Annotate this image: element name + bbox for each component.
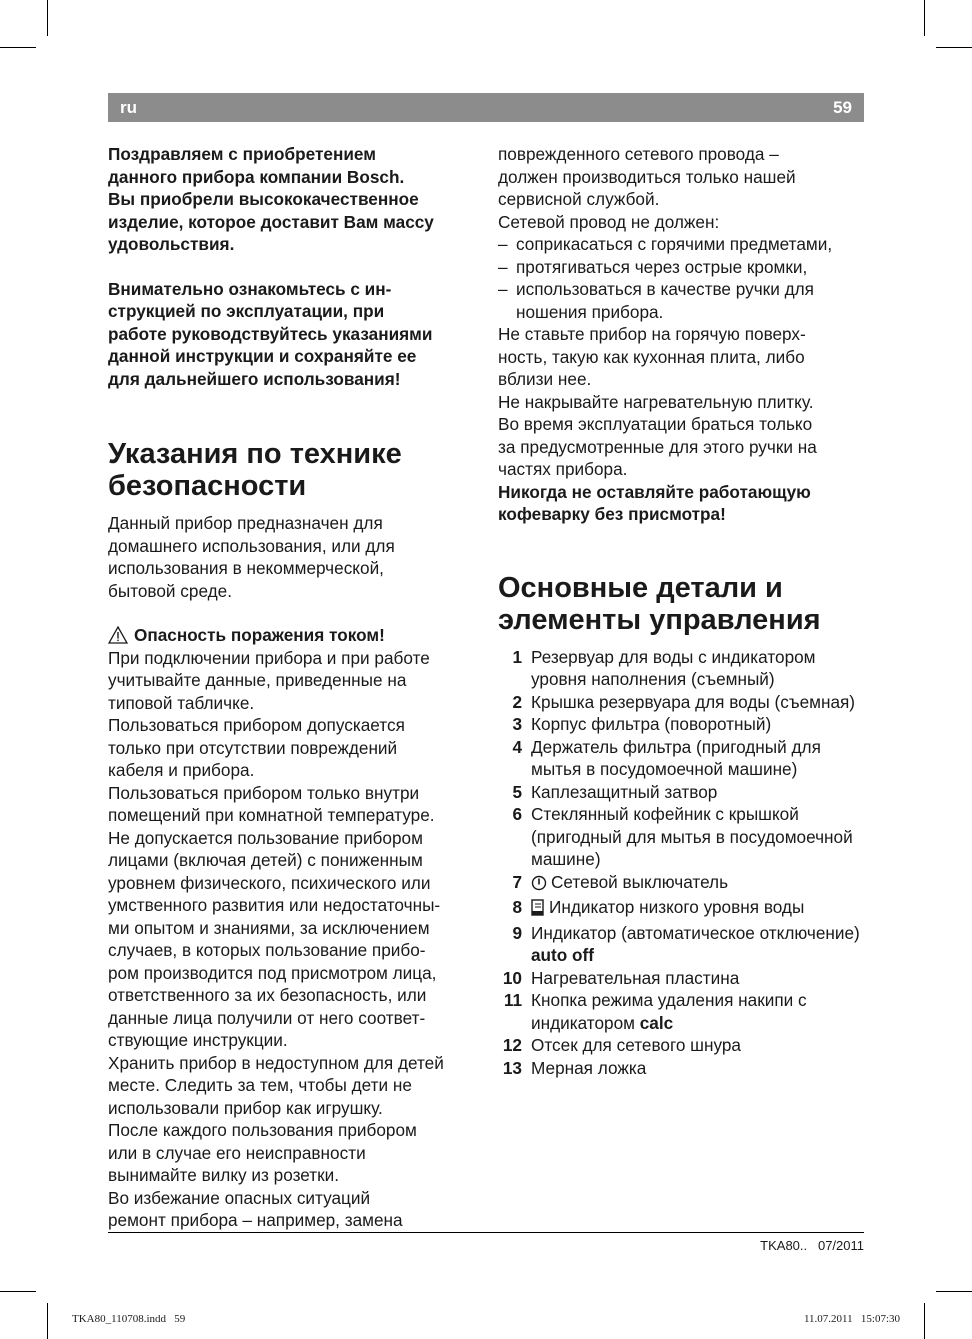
heading-line: Основные детали и — [498, 571, 783, 604]
part-number: 8 — [512, 897, 522, 917]
print-slug-timestamp: 11.07.2011 15:07:30 — [803, 1313, 900, 1325]
text-line: уровнем физического, психического или — [108, 872, 431, 893]
part-number: 13 — [502, 1057, 522, 1078]
part-label: Индикатор (автоматическое отключение) — [531, 922, 865, 943]
footer-divider — [108, 1232, 864, 1233]
text-line: струкцией по эксплуатации, при — [108, 301, 385, 321]
text-line: ствующие инструкции. — [108, 1030, 288, 1050]
text-line: случаев, в которых пользование прибо- — [108, 940, 426, 960]
cord-rules-list — [498, 233, 868, 323]
cord-paragraph — [498, 143, 868, 233]
water-level-icon — [531, 899, 545, 922]
part-text — [522, 871, 868, 897]
part-text — [522, 691, 868, 714]
text-line: только при отсутствии повреждений — [108, 737, 398, 758]
text-line: Данный прибор предназначен для — [108, 513, 383, 533]
text-line: умственного развития или недостаточны- — [108, 895, 441, 915]
text-line: типовой табличке. — [108, 692, 255, 713]
text-line: Пользоваться прибором только внутри — [108, 782, 420, 803]
part-item — [498, 691, 868, 714]
part-number: 1 — [512, 646, 522, 667]
text-line: ность, такую как кухонная плита, либо — [498, 346, 805, 367]
list-item: – соприкасаться с горячими предметами, — [498, 233, 868, 256]
part-item — [498, 1057, 868, 1080]
text-line: использования в некоммерческой, — [108, 558, 384, 578]
part-number: 11 — [503, 990, 522, 1010]
left-column — [108, 143, 480, 1232]
part-label: Крышка резервуара для воды (съемная) — [531, 691, 856, 712]
power-switch-icon — [531, 874, 547, 897]
footer-doc-info — [760, 1238, 864, 1253]
part-text — [522, 646, 868, 691]
text-line: Пользоваться прибором допускается — [108, 715, 405, 735]
text-line: ми опытом и знаниями, за исключением — [108, 917, 430, 938]
text-line: частях прибора. — [498, 459, 628, 479]
crop-mark — [924, 0, 925, 36]
part-item — [498, 967, 868, 990]
text-line: ремонт прибора – например, замена — [108, 1210, 403, 1230]
text-line: При подключении прибора и при работе — [108, 647, 430, 668]
text-line: Во время эксплуатации браться только — [498, 414, 813, 434]
text-line: кофеварку без присмотра! — [498, 504, 726, 524]
text-line: Никогда не оставляйте работающую — [498, 481, 811, 502]
parts-list — [498, 646, 868, 1080]
text-line: Хранить прибор в недоступном для детей — [108, 1052, 444, 1073]
text-line: кабеля и прибора. — [108, 760, 255, 780]
crop-mark — [47, 1303, 48, 1339]
part-number: 2 — [512, 691, 522, 712]
read-instructions-notice — [108, 278, 480, 391]
text-line: или в случае его неисправности — [108, 1142, 366, 1163]
part-number: 6 — [512, 804, 522, 824]
part-label: Стеклянный кофейник с крышкой (пригодный для мытья в посудомоечной машине) — [531, 804, 858, 869]
part-number: 12 — [502, 1035, 522, 1055]
text-line: После каждого пользования прибором — [108, 1120, 417, 1140]
part-label: Индикатор низкого уровня воды — [549, 897, 805, 917]
text-line: Вы приобрели высококачественное — [108, 189, 419, 209]
part-number: 4 — [512, 736, 522, 757]
part-text — [522, 1057, 868, 1080]
text-line: данного прибора компании Bosch. — [108, 166, 405, 187]
heading-line: безопасности — [108, 470, 307, 502]
text-line: данные лица получили от него соответ- — [108, 1007, 426, 1028]
part-label: Сетевой выключатель — [551, 871, 729, 892]
print-slug-file: TKA80_110708.indd 59 — [72, 1313, 186, 1325]
crop-mark — [0, 1291, 36, 1292]
part-text — [522, 922, 868, 967]
part-item — [498, 871, 868, 897]
text-line: сервисной службой. — [498, 189, 660, 209]
text-line: ром производится под присмотром лица, — [108, 962, 437, 983]
text-line: учитывайте данные, приведенные на — [108, 670, 407, 690]
text-line: помещений при комнатной температуре. — [108, 805, 435, 825]
safety-heading — [108, 438, 480, 502]
warning-triangle-icon — [108, 626, 128, 644]
purpose-paragraph — [108, 512, 480, 602]
heading-line: элементы управления — [498, 603, 821, 636]
list-item: – протягиваться через острые кромки, — [498, 256, 868, 279]
text-line: бытовой среде. — [108, 580, 233, 601]
part-text — [522, 713, 868, 736]
text-line: Сетевой провод не должен: — [498, 211, 720, 232]
part-label-bold: auto off — [531, 945, 595, 965]
part-label: Мерная ложка — [531, 1057, 647, 1078]
right-column — [498, 143, 868, 1079]
text-line: вблизи нее. — [498, 369, 592, 389]
part-label: Каплезащитный затвор — [531, 781, 718, 802]
text-line: Поздравляем с приобретением — [108, 144, 376, 164]
part-label: Нагревательная пластина — [531, 967, 740, 988]
part-text — [522, 989, 868, 1034]
model-code: TKA80.. — [760, 1238, 808, 1253]
text-line: за предусмотренные для этого ручки на — [498, 436, 817, 457]
list-item: – использоваться в качестве ручки для ношения прибора. — [498, 278, 868, 323]
text-line: использовали прибор как игрушку. — [108, 1097, 383, 1118]
text-line: лицами (включая детей) с пониженным — [108, 850, 423, 870]
page-number: 59 — [833, 98, 852, 117]
part-text — [522, 803, 868, 871]
part-item — [498, 989, 868, 1034]
text-line: поврежденного сетевого провода – — [498, 144, 779, 164]
part-label: Держатель фильтра (пригодный для мытья в посудомоечной машине) — [531, 736, 826, 779]
crop-mark — [936, 47, 972, 48]
text-line: вынимайте вилку из розетки. — [108, 1165, 340, 1185]
text-line: домашнего использования, или для — [108, 535, 395, 556]
part-text — [522, 1034, 868, 1057]
text-line: Не ставьте прибор на горячую поверх- — [498, 324, 806, 344]
part-item — [498, 736, 868, 781]
text-line: Не накрывайте нагревательную плитку. — [498, 391, 814, 412]
part-number: 5 — [512, 781, 522, 802]
page-header-bar — [108, 93, 864, 122]
unattended-warning — [498, 481, 868, 526]
part-number: 9 — [512, 922, 522, 943]
warning-title-text: Опасность поражения током! — [134, 625, 385, 645]
crop-mark — [924, 1303, 925, 1339]
part-number: 7 — [512, 871, 522, 892]
part-item — [498, 1034, 868, 1057]
text-line: Не допускается пользование прибором — [108, 827, 423, 848]
part-label: Резервуар для воды с индикатором уровня наполнения (съемный) — [531, 646, 821, 689]
heading-line: Указания по технике — [108, 438, 402, 470]
language-code: ru — [120, 98, 137, 117]
doc-date: 07/2011 — [817, 1238, 864, 1253]
text-line: Внимательно ознакомьтесь с ин- — [108, 278, 392, 299]
part-item — [498, 781, 868, 804]
text-line: удовольствия. — [108, 234, 235, 254]
crop-mark — [0, 47, 36, 48]
part-number: 10 — [502, 967, 522, 988]
text-line: работе руководствуйтесь указаниями — [108, 323, 433, 344]
crop-mark — [47, 0, 48, 36]
part-label-bold: calc — [639, 1012, 674, 1033]
part-item — [498, 646, 868, 691]
crop-mark — [936, 1291, 972, 1292]
part-label: Кнопка режима удаления накипи с индикатором — [531, 990, 812, 1033]
part-label: Корпус фильтра (поворотный) — [531, 714, 772, 734]
part-item — [498, 713, 868, 736]
part-item — [498, 896, 868, 922]
part-text — [522, 967, 868, 990]
parts-heading — [498, 572, 868, 636]
electric-shock-warning-title — [108, 624, 480, 647]
text-line: ответственного за их безопасность, или — [108, 985, 427, 1005]
part-number: 3 — [512, 714, 522, 734]
placement-paragraph — [498, 323, 868, 481]
part-item — [498, 922, 868, 967]
part-text — [522, 781, 868, 804]
text-line: изделие, которое доставит Вам массу — [108, 211, 434, 232]
text-line: должен производиться только нашей — [498, 166, 796, 187]
text-line: Во избежание опасных ситуаций — [108, 1187, 371, 1208]
part-label: Отсек для сетевого шнура — [531, 1035, 741, 1055]
intro-paragraph — [108, 143, 480, 256]
text-line: для дальнейшего использования! — [108, 368, 401, 389]
text-line: данной инструкции и сохраняйте ее — [108, 346, 417, 366]
text-line: месте. Следить за тем, чтобы дети не — [108, 1075, 412, 1095]
part-item — [498, 803, 868, 871]
safety-instructions — [108, 647, 480, 1232]
part-text — [522, 736, 868, 781]
part-text — [522, 896, 868, 922]
